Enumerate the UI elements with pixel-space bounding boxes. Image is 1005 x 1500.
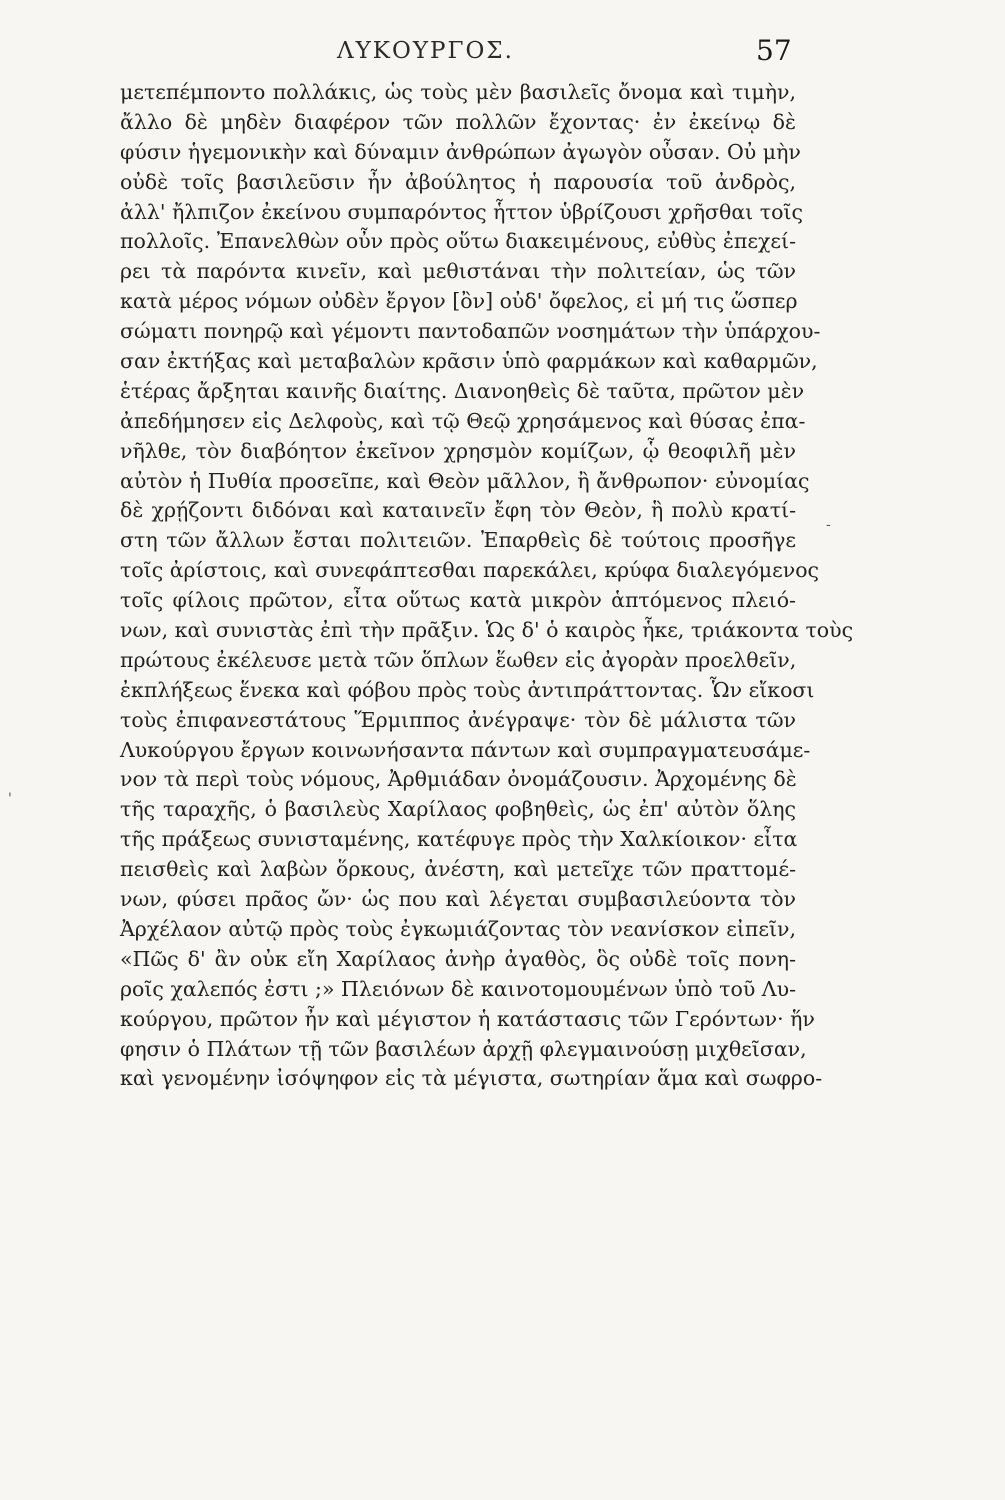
text-line: πεισθεὶς καὶ λαβὼν ὅρκους, ἀνέστη, καὶ μετεῖχε τῶν πραττομέ- bbox=[120, 857, 796, 882]
text-line: σώματι πονηρῷ καὶ γέμοντι παντοδαπῶν νοσημάτων τὴν ὑπάρχου- bbox=[120, 319, 821, 344]
text-line: τοῖς ἀρίστοις, καὶ συνεφάπτεσθαι παρεκάλει, κρύφα διαλεγόμενος bbox=[120, 558, 820, 583]
text-line: κούργου, πρῶτον ἦν καὶ μέγιστον ἡ κατάστασις τῶν Γερόντων· ἥν bbox=[120, 1006, 815, 1031]
text-line: τῆς ταραχῆς, ὁ βασιλεὺς Χαρίλαος φοβηθεὶς, ὡς ἐπ' αὐτὸν ὅλης bbox=[120, 797, 796, 822]
text-line: αὐτὸν ἡ Πυθία προσεῖπε, καὶ Θεὸν μᾶλλον, ἢ ἄνθρωπον· εὐνομίας bbox=[120, 468, 810, 493]
text-line: νον τὰ περὶ τοὺς νόμους, Ἀρθμιάδαν ὀνομάζουσιν. Ἀρχομένης δὲ bbox=[120, 767, 797, 792]
text-line: ἄλλο δὲ μηδὲν διαφέρον τῶν πολλῶν ἔχοντας· ἐν ἐκείνῳ δὲ bbox=[120, 109, 796, 134]
text-line: πρώτους ἐκέλευσε μετὰ τῶν ὅπλων ἕωθεν εἰς ἀγορὰν προελθεῖν, bbox=[120, 647, 797, 672]
text-line: οὐδὲ τοῖς βασιλεῦσιν ἦν ἀβούλητος ἡ παρουσία τοῦ ἀνδρὸς, bbox=[120, 169, 796, 194]
text-line: ἀπεδήμησεν εἰς Δελφοὺς, καὶ τῷ Θεῷ χρησάμενος καὶ θύσας ἐπα- bbox=[120, 408, 806, 433]
text-line: τοὺς ἐπιφανεστάτους Ἕρμιππος ἀνέγραψε· τὸν δὲ μάλιστα τῶν bbox=[120, 707, 796, 732]
text-line: πολλοῖς. Ἐπανελθὼν οὖν πρὸς οὕτω διακειμένους, εὐθὺς ἐπεχεί- bbox=[120, 229, 796, 254]
text-line: τοῖς φίλοις πρῶτον, εἶτα οὕτως κατὰ μικρὸν ἁπτόμενος πλειό- bbox=[120, 588, 796, 613]
body-text bbox=[120, 78, 854, 1094]
text-line: Λυκούργου ἔργων κοινωνήσαντα πάντων καὶ συμπραγματευσάμε- bbox=[120, 737, 811, 762]
text-line: μετεπέμποντο πολλάκις, ὡς τοὺς μὲν βασιλεῖς ὄνομα καὶ τιμὴν, bbox=[120, 80, 796, 104]
margin-dash-mark: - bbox=[826, 517, 831, 533]
text-line: ροῖς χαλεπός ἐστι ;» Πλειόνων δὲ καινοτομουμένων ὑπὸ τοῦ Λυ- bbox=[120, 976, 796, 1001]
text-line: ἀλλ' ἤλπιζον ἐκείνου συμπαρόντος ἧττον ὑβρίζουσι χρῆσθαι τοῖς bbox=[120, 199, 803, 224]
text-line: νων, φύσει πρᾶος ὤν· ὡς που καὶ λέγεται συμβασιλεύοντα τὸν bbox=[120, 887, 796, 912]
text-line: τῆς πράξεως συνισταμένης, κατέφυγε πρὸς τὴν Χαλκίοικον· εἶτα bbox=[120, 827, 798, 852]
text-line: νων, καὶ συνιστὰς ἐπὶ τὴν πρᾶξιν. Ὡς δ' ὁ καιρὸς ἧκε, τριάκοντα τοὺς bbox=[120, 618, 854, 643]
running-head bbox=[0, 34, 1005, 70]
running-title: ΛΥΚΟΥΡΓΟΣ. bbox=[337, 38, 514, 64]
text-line: «Πῶς δ' ἂν οὐκ εἴη Χαρίλαος ἀνὴρ ἀγαθὸς, ὃς οὐδὲ τοῖς πονη- bbox=[120, 946, 796, 971]
page-number: 57 bbox=[756, 34, 792, 67]
text-line: δὲ χρῄζοντι διδόναι καὶ καταινεῖν ἔφη τὸν Θεὸν, ἣ πολὺ κρατί- bbox=[120, 498, 796, 523]
text-line: ἐκπλήξεως ἕνεκα καὶ φόβου πρὸς τοὺς ἀντιπράττοντας. Ὧν εἴκοσι bbox=[120, 677, 815, 702]
text-line: ἑτέρας ἄρξηται καινῆς διαίτης. Διανοηθεὶς δὲ ταῦτα, πρῶτον μὲν bbox=[120, 378, 805, 403]
margin-tick-mark: ' bbox=[8, 791, 12, 807]
text-line: Ἀρχέλαον αὐτῷ πρὸς τοὺς ἐγκωμιάζοντας τὸν νεανίσκον εἰπεῖν, bbox=[120, 916, 796, 941]
text-line: φύσιν ἡγεμονικὴν καὶ δύναμιν ἀνθρώπων ἀγωγὸν οὖσαν. Οὐ μὴν bbox=[120, 139, 801, 164]
text-line: σαν ἐκτήξας καὶ μεταβαλὼν κρᾶσιν ὑπὸ φαρμάκων καὶ καθαρμῶν, bbox=[120, 349, 818, 374]
text-line: καὶ γενομένην ἰσόψηφον εἰς τὰ μέγιστα, σωτηρίαν ἅμα καὶ σωφρο- bbox=[120, 1066, 823, 1091]
text-line: φησιν ὁ Πλάτων τῇ τῶν βασιλέων ἀρχῇ φλεγμαινούσῃ μιχθεῖσαν, bbox=[120, 1036, 807, 1061]
text-line: κατὰ μέρος νόμων οὐδὲν ἔργον [ὂν] οὐδ' ὄφελος, εἰ μή τις ὥσπερ bbox=[120, 289, 798, 314]
text-line: νῆλθε, τὸν διαβόητον ἐκεῖνον χρησμὸν κομίζων, ᾧ θεοφιλῆ μὲν bbox=[120, 438, 796, 463]
text-line: στη τῶν ἄλλων ἔσται πολιτειῶν. Ἐπαρθεὶς δὲ τούτοις προσῆγε bbox=[120, 528, 796, 553]
text-line: ρει τὰ παρόντα κινεῖν, καὶ μεθιστάναι τὴν πολιτείαν, ὡς τῶν bbox=[120, 259, 796, 284]
